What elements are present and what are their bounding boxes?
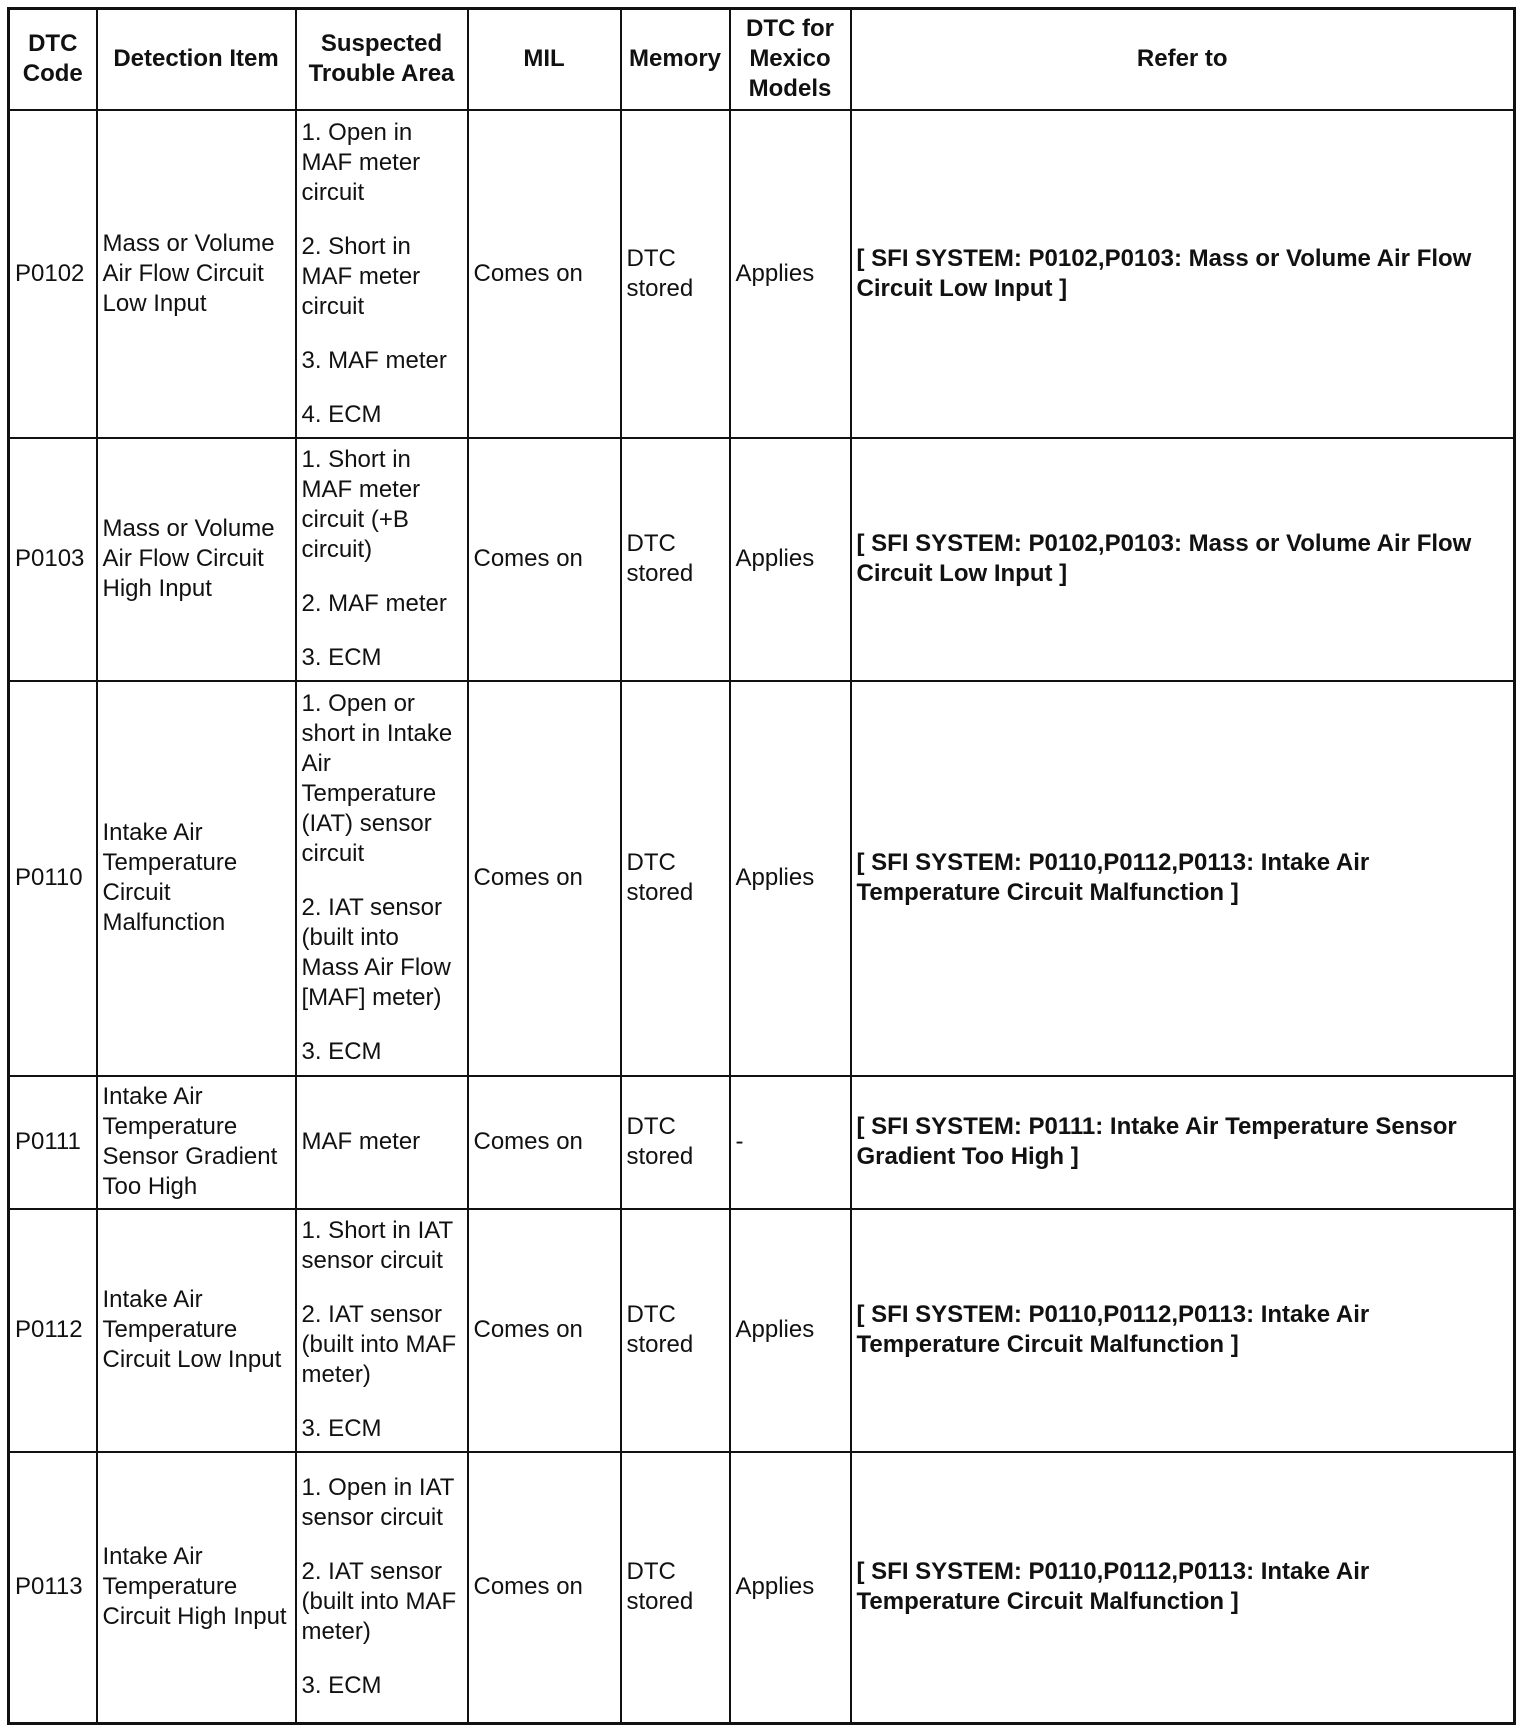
- detection-item-cell: Mass or Volume Air Flow Circuit High Input: [97, 438, 296, 681]
- trouble-area-cell: [296, 110, 468, 438]
- refer-to-link[interactable]: [ SFI SYSTEM: P0110,P0112,P0113: Intake Air Temperature Circuit Malfunction ]: [851, 1209, 1515, 1452]
- trouble-area-item: 1. Open in MAF meter circuit: [301, 118, 421, 206]
- trouble-area-item: 2. IAT sensor (built into Mass Air Flow [MAF] meter): [301, 894, 451, 1011]
- detection-item-cell: Intake Air Temperature Circuit High Input: [97, 1452, 296, 1724]
- trouble-area-item: 3. ECM: [301, 1038, 382, 1065]
- header-dtc-code: DTC Code: [9, 9, 97, 110]
- memory-cell: DTC stored: [621, 110, 730, 438]
- trouble-area-item: 2. MAF meter: [301, 590, 447, 617]
- table-row: [9, 681, 1515, 1076]
- dtc-code-cell: P0111: [9, 1076, 97, 1209]
- header-refer-to: Refer to: [851, 9, 1515, 110]
- mexico-cell: Applies: [730, 438, 851, 681]
- mil-cell: Comes on: [468, 681, 621, 1076]
- trouble-area-item: 1. Short in MAF meter circuit (+B circuit): [301, 446, 421, 563]
- trouble-area-item: 3. MAF meter: [301, 346, 447, 374]
- detection-item-cell: Intake Air Temperature Sensor Gradient Too High: [97, 1076, 296, 1209]
- refer-to-link[interactable]: [ SFI SYSTEM: P0111: Intake Air Temperature Sensor Gradient Too High ]: [851, 1076, 1515, 1209]
- mil-cell: Comes on: [468, 1209, 621, 1452]
- trouble-area-item: 4. ECM: [301, 400, 382, 428]
- trouble-area-cell: [296, 1452, 468, 1724]
- mexico-cell: Applies: [730, 681, 851, 1076]
- table-row: [9, 1452, 1515, 1724]
- table-row: [9, 1209, 1515, 1452]
- trouble-area-item: 2. IAT sensor (built into MAF meter): [301, 1558, 457, 1646]
- memory-cell: DTC stored: [621, 1209, 730, 1452]
- mexico-cell: -: [730, 1076, 851, 1209]
- refer-to-link[interactable]: [ SFI SYSTEM: P0110,P0112,P0113: Intake Air Temperature Circuit Malfunction ]: [851, 1452, 1515, 1724]
- mexico-cell: Applies: [730, 1452, 851, 1724]
- mil-cell: Comes on: [468, 438, 621, 681]
- trouble-area-item: 2. IAT sensor (built into MAF meter): [301, 1301, 457, 1388]
- trouble-area-cell: [296, 1076, 468, 1209]
- detection-item-cell: Intake Air Temperature Circuit Malfunction: [97, 681, 296, 1076]
- trouble-area-item: 3. ECM: [301, 1415, 382, 1442]
- table-row: [9, 438, 1515, 681]
- trouble-area-item: 1. Short in IAT sensor circuit: [301, 1217, 453, 1274]
- trouble-area-item: MAF meter: [301, 1128, 421, 1155]
- dtc-code-cell: P0112: [9, 1209, 97, 1452]
- table-row: [9, 110, 1515, 438]
- trouble-area-item: 2. Short in MAF meter circuit: [301, 232, 421, 320]
- header-suspected-trouble-area: Suspected Trouble Area: [296, 9, 468, 110]
- refer-to-link[interactable]: [ SFI SYSTEM: P0102,P0103: Mass or Volume Air Flow Circuit Low Input ]: [851, 438, 1515, 681]
- dtc-table: [7, 7, 1516, 1725]
- header-memory: Memory: [621, 9, 730, 110]
- memory-cell: DTC stored: [621, 1076, 730, 1209]
- mexico-cell: Applies: [730, 1209, 851, 1452]
- dtc-code-cell: P0102: [9, 110, 97, 438]
- memory-cell: DTC stored: [621, 438, 730, 681]
- memory-cell: DTC stored: [621, 681, 730, 1076]
- trouble-area-item: 1. Open or short in Intake Air Temperature (IAT) sensor circuit: [301, 690, 453, 867]
- refer-to-link[interactable]: [ SFI SYSTEM: P0102,P0103: Mass or Volume Air Flow Circuit Low Input ]: [851, 110, 1515, 438]
- mil-cell: Comes on: [468, 110, 621, 438]
- header-row: [9, 9, 1515, 110]
- trouble-area-item: 3. ECM: [301, 644, 382, 671]
- detection-item-cell: Intake Air Temperature Circuit Low Input: [97, 1209, 296, 1452]
- table-row: [9, 1076, 1515, 1209]
- dtc-code-cell: P0103: [9, 438, 97, 681]
- trouble-area-item: 1. Open in IAT sensor circuit: [301, 1474, 455, 1532]
- trouble-area-cell: [296, 438, 468, 681]
- header-mexico-models: DTC for Mexico Models: [730, 9, 851, 110]
- header-mil: MIL: [468, 9, 621, 110]
- trouble-area-cell: [296, 1209, 468, 1452]
- trouble-area-item: 3. ECM: [301, 1672, 382, 1700]
- header-detection-item: Detection Item: [97, 9, 296, 110]
- refer-to-link[interactable]: [ SFI SYSTEM: P0110,P0112,P0113: Intake Air Temperature Circuit Malfunction ]: [851, 681, 1515, 1076]
- memory-cell: DTC stored: [621, 1452, 730, 1724]
- trouble-area-cell: [296, 681, 468, 1076]
- mexico-cell: Applies: [730, 110, 851, 438]
- mil-cell: Comes on: [468, 1452, 621, 1724]
- dtc-code-cell: P0110: [9, 681, 97, 1076]
- detection-item-cell: Mass or Volume Air Flow Circuit Low Input: [97, 110, 296, 438]
- mil-cell: Comes on: [468, 1076, 621, 1209]
- dtc-code-cell: P0113: [9, 1452, 97, 1724]
